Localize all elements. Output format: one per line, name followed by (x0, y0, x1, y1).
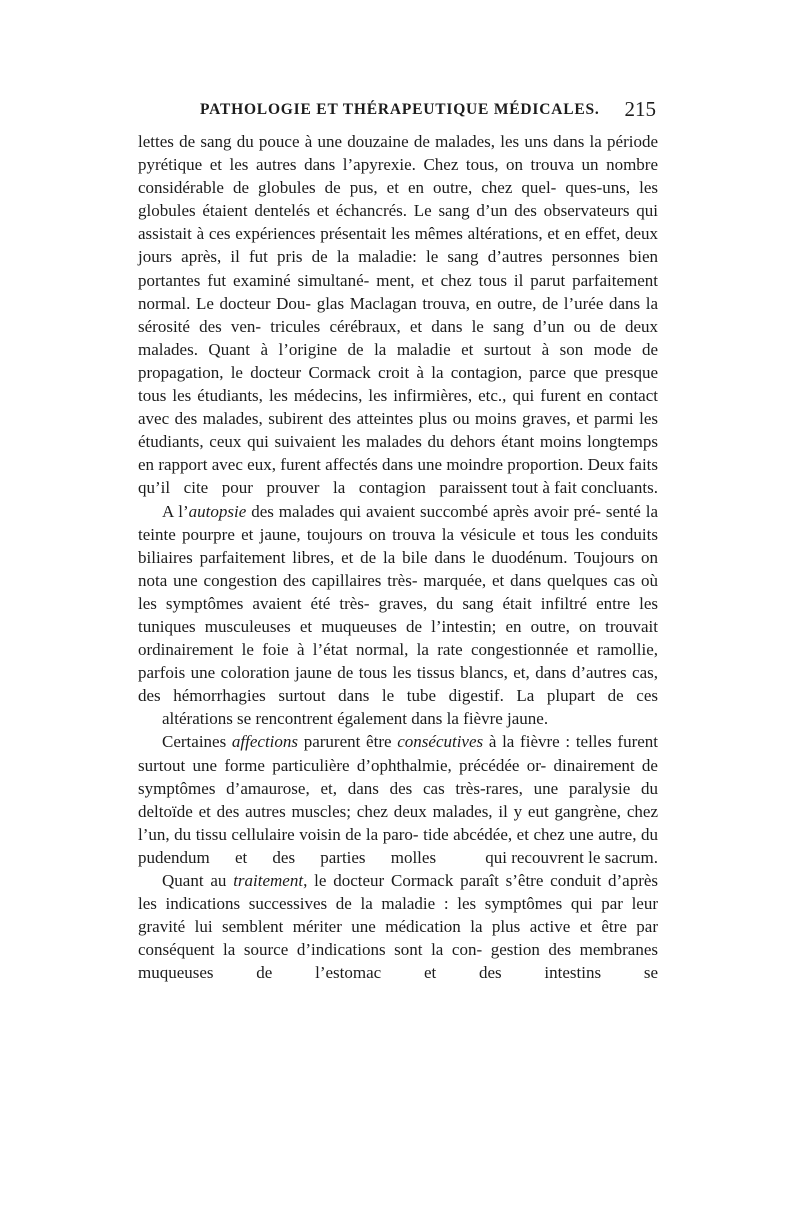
line: docteur Cormack croit à la contagion, parce que presque tous les (138, 362, 659, 406)
line: gestion des membranes muqueuses de l’estomac et des intestins se (138, 940, 658, 983)
italic-term: autopsie (188, 501, 247, 521)
italic-term: consécutives (397, 732, 484, 752)
line: tricules cérébraux, et dans le sang d’un ou de deux malades. Quant (138, 316, 659, 359)
paragraph-1 (138, 130, 658, 500)
line: un nombre considérable de globules de pus, et en outre, chez quel- (138, 155, 658, 198)
line: parmi les étudiants, ceux qui suivaient les malades du dehors étant (138, 409, 659, 452)
line: des malades qui avaient succombé après avoir pré- (246, 501, 601, 521)
line: le sang d’autres personnes bien portantes fut examiné simultané- (138, 247, 659, 290)
line: coloration jaune de tous les tissus blancs, et, dans d’autres cas, (220, 663, 658, 683)
line: active et être par conséquent la source d’indications sont la con- (138, 917, 658, 960)
line: des observateurs qui assistait à ces expériences présentait les mêmes (138, 201, 658, 244)
page-header (138, 97, 658, 126)
line: glas Maclagan trouva, en outre, de l’urée dans la sérosité des ven- (138, 293, 659, 336)
line: lettes de sang du pouce à une douzaine de malades, les uns dans la (138, 132, 602, 151)
line: des hémorrhagies surtout dans le tube digestif. La plupart de ces (138, 686, 658, 706)
line: paraissent tout à fait concluants. (439, 478, 658, 498)
line: muqueuses de l’intestin; en outre, on trouvait ordinairement le (138, 616, 659, 660)
line: foie à l’état normal, la rate congestionnée et ramollie, parfois une (138, 640, 659, 683)
line: qui par leur gravité lui semblent mériter une médication la plus (138, 894, 659, 937)
line: Certaines (162, 732, 232, 752)
italic-term: traitement (233, 871, 304, 890)
paragraph-4 (138, 869, 658, 984)
line: ment, et chez tous il parut parfaitement normal. Le docteur Dou- (138, 270, 659, 313)
line: moindre proportion. Deux faits qu’il cite pour prouver la contagion (138, 455, 659, 498)
line: altérations, et en effet, deux jours après, il fut pris de la maladie: (138, 224, 658, 267)
italic-term: affections (231, 732, 299, 752)
line: d’après les indications successives de la maladie : les symptômes (138, 871, 659, 914)
line: tide abcédée, et chez une autre, du pudendum et des parties molles (138, 824, 659, 867)
line: il y eut gangrène, chez l’un, du tissu cellulaire voisin de la paro- (138, 801, 659, 844)
line: duodénum. Toujours on nota une congestion des capillaires très- (138, 547, 658, 590)
line: période pyrétique et les autres dans l’apyrexie. Chez tous, on trouva (138, 132, 659, 175)
body-text (138, 130, 658, 984)
line: dinairement de symptômes d’amaurose, et, dans des cas très-rares, (138, 755, 658, 798)
running-head: PATHOLOGIE ET THÉRAPEUTIQUE MÉDICALES. (200, 101, 600, 118)
line: moins longtemps en rapport avec eux, furent affectés dans une (138, 432, 658, 475)
line: étudiants, les médecins, les infirmières, etc., qui furent en contact (197, 386, 658, 406)
line: à l’origine de la maladie et surtout à son mode de propagation, le (138, 339, 659, 382)
line: furent surtout une forme particulière d’ophthalmie, précédée or- (138, 732, 658, 775)
line: , le docteur Cormack paraît s’être conduit (303, 871, 602, 890)
line: avec des malades, subirent des atteintes plus ou moins graves, et (138, 409, 589, 429)
line: tous les conduits biliaires parfaitement libres, et de la bile dans le (138, 524, 658, 567)
line: une paralysie du deltoïde et des autres muscles; chez deux malades, (138, 778, 659, 821)
paragraph-3 (138, 730, 658, 869)
line: marquée, et dans quelques cas où les symptômes avaient été très- (138, 570, 659, 613)
line: altérations se rencontrent également dans la fièvre jaune. (162, 709, 549, 729)
line: parurent être (298, 732, 398, 752)
page-number: 215 (624, 97, 656, 121)
line: A l’ (162, 501, 189, 521)
paragraph-2 (138, 500, 658, 731)
line: ques-uns, les globules étaient dentelés et échancrés. Le sang d’un (138, 178, 659, 221)
line: senté la teinte pourpre et jaune, toujours on trouva la vésicule et (138, 501, 658, 544)
book-page (138, 97, 659, 984)
line: graves, du sang était infiltré entre les tuniques musculeuses et (138, 593, 658, 636)
line: qui recouvrent le sacrum. (485, 847, 659, 867)
line: Quant au (162, 871, 234, 890)
line: à la fièvre : telles (483, 732, 612, 752)
